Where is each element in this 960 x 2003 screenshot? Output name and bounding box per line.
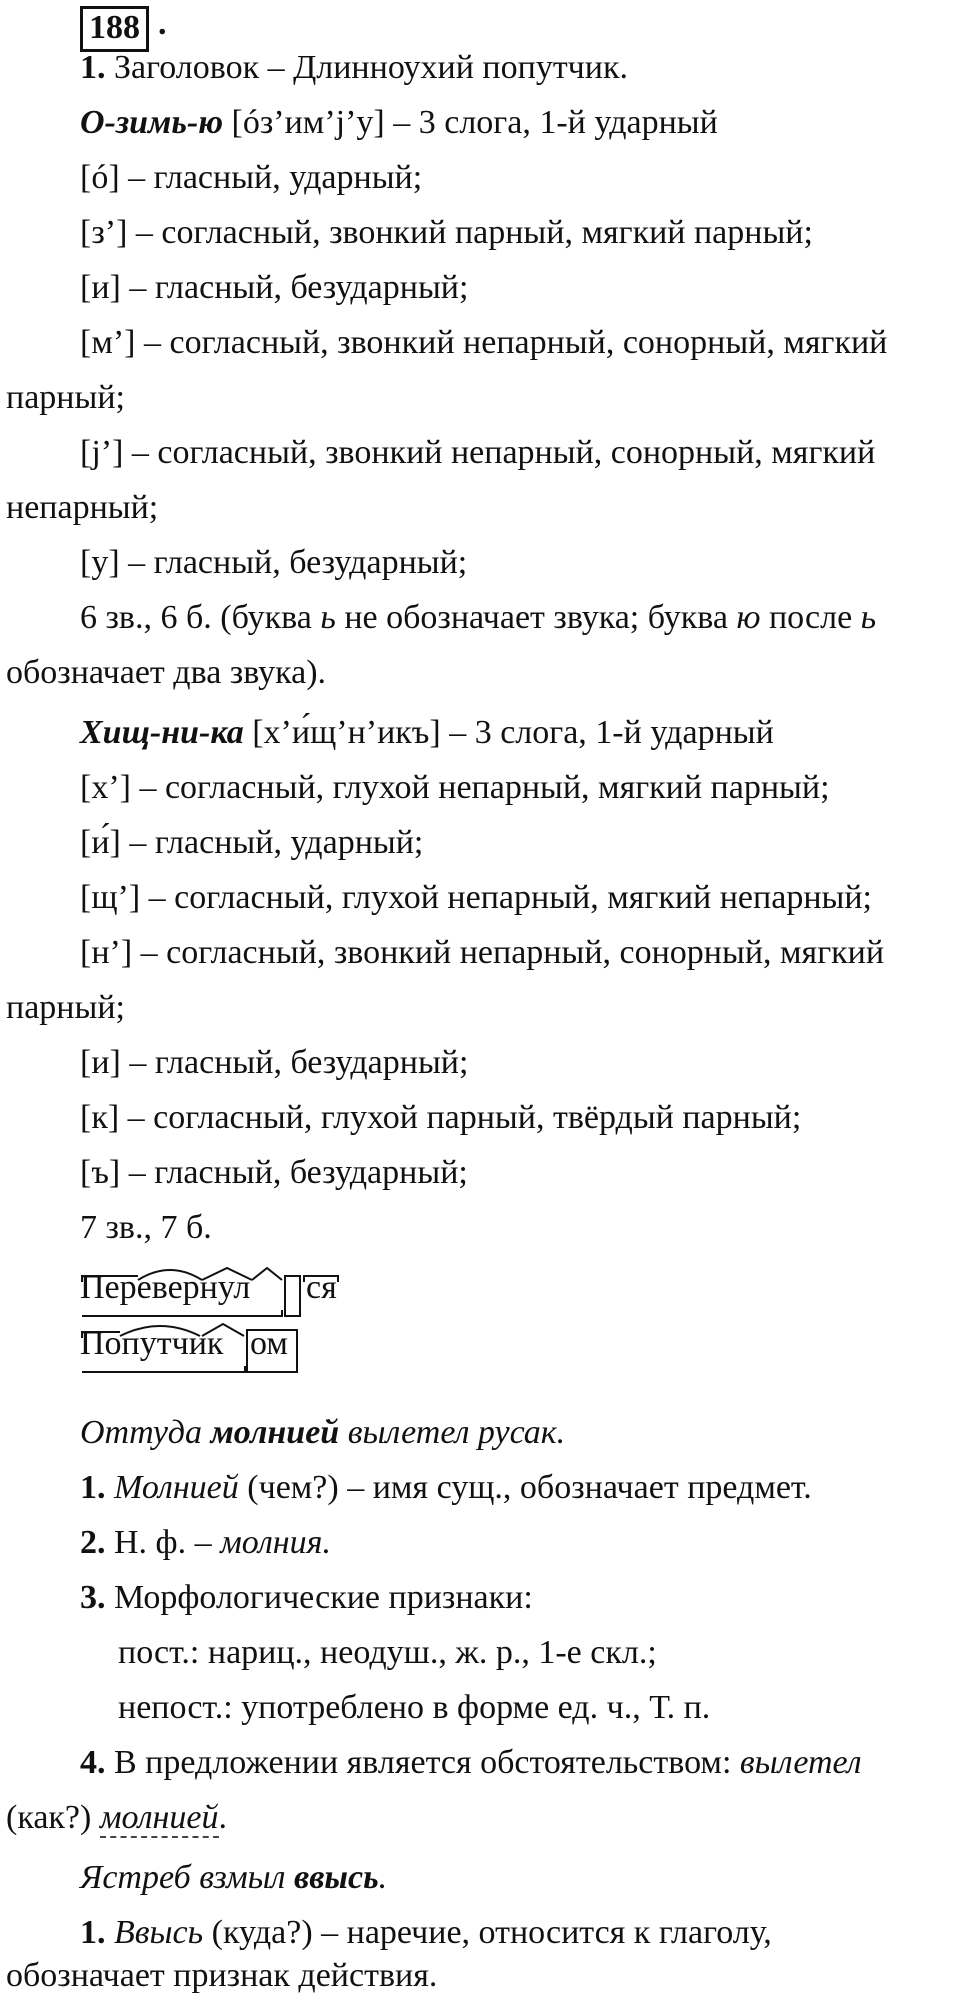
- line-sound: [н’] – согласный, звонкий непарный, сонорный, мягкий: [80, 934, 885, 971]
- word-stem: Перевернул: [80, 1269, 251, 1306]
- line-sound: [ъ] – гласный, безударный;: [80, 1154, 468, 1191]
- line-sentence: Ястреб взмыл ввысь.: [80, 1859, 388, 1896]
- line-summary-cont: обозначает два звука).: [6, 654, 327, 691]
- line-title: 1. Заголовок – Длинноухий попутчик.: [80, 49, 628, 86]
- line-point-2: 2. Н. ф. – молния.: [80, 1524, 331, 1561]
- word-stem: Попутчик: [80, 1325, 224, 1362]
- line-summary: 6 зв., 6 б. (буква ь не обозначает звука; буква ю после ь: [80, 599, 877, 636]
- line-sentence: Оттуда молнией вылетел русак.: [80, 1414, 566, 1451]
- line-sound: [и] – гласный, безударный;: [80, 269, 469, 306]
- line-word-khishchnika: Хищ-ни-ка [х’и́щ’н’икъ] – 3 слога, 1-й ударный: [80, 714, 774, 751]
- line-point-1-cont: обозначает признак действия.: [6, 1957, 438, 1994]
- line-sound: [з’] – согласный, звонкий парный, мягкий парный;: [80, 214, 813, 251]
- line-summary: 7 зв., 7 б.: [80, 1209, 212, 1246]
- word-ending: ом: [250, 1325, 288, 1362]
- line-sound: [м’] – согласный, звонкий непарный, сонорный, мягкий: [80, 324, 888, 361]
- line-sound: [щ’] – согласный, глухой непарный, мягкий непарный;: [80, 879, 872, 916]
- line-sound: [j’] – согласный, звонкий непарный, сонорный, мягкий: [80, 434, 876, 471]
- line-morph-const: пост.: нариц., неодуш., ж. р., 1-е скл.;: [118, 1634, 657, 1671]
- line-point-3: 3. Морфологические признаки:: [80, 1579, 533, 1616]
- morpheme-analysis-poputchikom: [80, 1318, 300, 1368]
- line-point-1: 1. Ввысь (куда?) – наречие, относится к глаголу,: [80, 1914, 772, 1951]
- line-sound: [к] – согласный, глухой парный, твёрдый парный;: [80, 1099, 802, 1136]
- line-point-4: 4. В предложении является обстоятельством: вылетел: [80, 1744, 862, 1781]
- morpheme-analysis-perevernulsya: [80, 1262, 340, 1312]
- line-sound: [х’] – согласный, глухой непарный, мягкий парный;: [80, 769, 830, 806]
- line-sound-cont: непарный;: [6, 489, 159, 526]
- task-number-dot: .: [158, 5, 167, 42]
- line-sound: [и] – гласный, безударный;: [80, 1044, 469, 1081]
- line-word-ozimyu: О-зимь-ю [óз’им’j’у] – 3 слога, 1-й ударный: [80, 104, 718, 141]
- line-sound: [у] – гласный, безударный;: [80, 544, 468, 581]
- line-point-1: 1. Молнией (чем?) – имя сущ., обозначает предмет.: [80, 1469, 812, 1506]
- adverbial-underline: молнией: [99, 1799, 219, 1836]
- line-sound: [ó] – гласный, ударный;: [80, 159, 423, 196]
- line-point-4-cont: (как?) молнией.: [6, 1799, 227, 1836]
- task-number: 188: [80, 6, 149, 52]
- line-sound-cont: парный;: [6, 989, 125, 1026]
- zero-ending-box: [285, 1276, 300, 1316]
- suffix-mark: [252, 1268, 282, 1280]
- line-sound: [и́] – гласный, ударный;: [80, 824, 424, 861]
- line-morph-nonconst: непост.: употреблено в форме ед. ч., Т. п.: [118, 1689, 711, 1726]
- word-postfix: ся: [306, 1269, 337, 1306]
- line-sound-cont: парный;: [6, 379, 125, 416]
